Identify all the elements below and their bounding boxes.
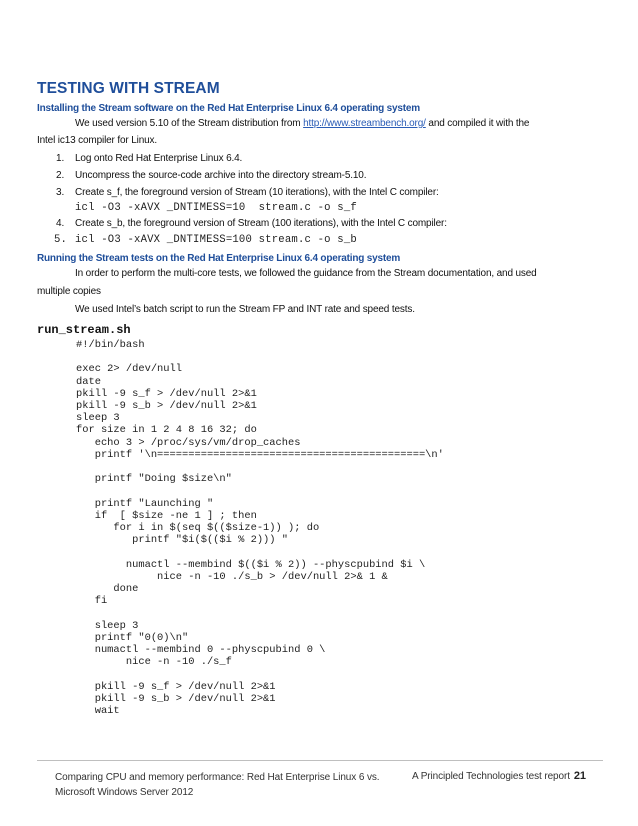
step-3-number: 3. [56, 187, 65, 198]
install-paragraph-end: and compiled it with the [425, 118, 530, 129]
step-3-command: icl -O3 -xAVX _DNTIMESS=10 stream.c -o s_f [75, 202, 357, 214]
streambench-link[interactable]: http://www.streambench.org/ [303, 118, 426, 129]
install-paragraph-line2: Intel ic13 compiler for Linux. [37, 135, 158, 146]
footer-publisher [412, 770, 586, 782]
step-3-text: Create s_f, the foreground version of Stream (10 iterations), with the Intel C compiler: [75, 187, 439, 198]
running-paragraph-2: We used Intel’s batch script to run the Stream FP and INT rate and speed tests. [75, 304, 415, 315]
running-paragraph-line2: multiple copies [37, 286, 101, 297]
step-1-number: 1. [56, 153, 65, 164]
footer-divider [37, 760, 603, 761]
footer-report-title: Comparing CPU and memory performance: Red Hat Enterprise Linux 6 vs. Microsoft Windows Server 2012 [55, 772, 380, 798]
install-paragraph-start: We used version 5.10 of the Stream distribution from [75, 118, 304, 129]
page-number: 21 [573, 770, 586, 782]
running-paragraph-line1: In order to perform the multi-core tests, we followed the guidance from the Stream documentation, and used [75, 268, 537, 279]
step-4-text: Create s_b, the foreground version of Stream (100 iterations), with the Intel C compiler: [75, 218, 447, 229]
running-heading: Running the Stream tests on the Red Hat Enterprise Linux 6.4 operating system [37, 253, 401, 264]
step-4-number: 4. [56, 218, 65, 229]
step-2-number: 2. [56, 170, 65, 181]
footer-publisher-text: A Principled Technologies test report [412, 771, 570, 782]
step-5-number: 5. [54, 234, 68, 246]
step-1-text: Log onto Red Hat Enterprise Linux 6.4. [75, 153, 243, 164]
script-filename: run_stream.sh [37, 323, 131, 337]
install-paragraph [75, 118, 529, 129]
section-title: TESTING WITH STREAM [37, 80, 220, 97]
install-heading: Installing the Stream software on the Red Hat Enterprise Linux 6.4 operating system [37, 103, 420, 114]
step-5-command: icl -O3 -xAVX _DNTIMESS=100 stream.c -o s_b [75, 234, 357, 246]
step-2-text: Uncompress the source-code archive into the directory stream-5.10. [75, 170, 367, 181]
script-code-block: #!/bin/bash exec 2> /dev/null date pkill -9 s_f > /dev/null 2>&1 pkill -9 s_b > /dev/null 2>&1 sleep 3 for size in 1 2 4 8 16 32; do echo 3 > /proc/sys/vm/drop_caches printf '\n===========================================\n' printf "Doing $size\n" printf "Launching " if [ $size -ne 1 ] ; then for i in $(seq $(($size-1)) ); do printf "$i($(($i % 2))) " numactl --membind $(($i % 2)) --physcpubind $i \ nice -n -10 ./s_b > /dev/null 2>& 1 & done fi sleep 3 printf "0(0)\n" numactl --membind 0 --physcpubind 0 \ nice -n -10 ./s_f pkill -9 s_f > /dev/null 2>&1 pkill -9 s_b > /dev/null 2>&1 wait [76, 339, 444, 718]
